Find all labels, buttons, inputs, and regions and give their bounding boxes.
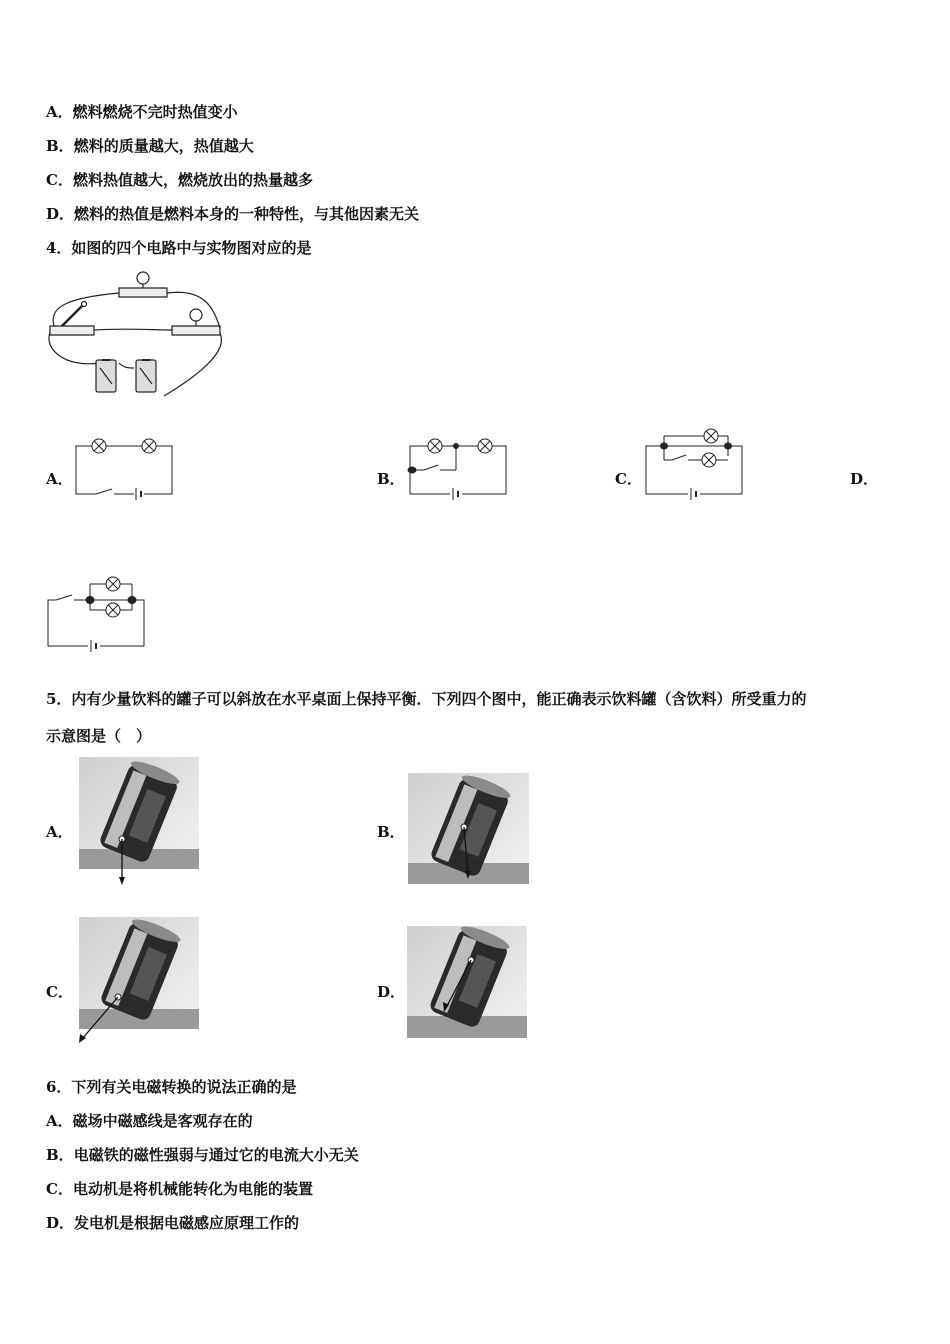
circuit-diagram-c: [644, 426, 746, 498]
q5-stem-line2: 示意图是（ ）: [46, 727, 152, 745]
q6-option-a: A．磁场中磁感线是客观存在的: [46, 1112, 253, 1130]
q4-option-b-label: B．: [377, 470, 405, 488]
q5-stem-line1: 5．内有少量饮料的罐子可以斜放在水平桌面上保持平衡．下列四个图中，能正确表示饮料罐（含饮料）所受重力的: [46, 690, 807, 708]
q6-stem: 6．下列有关电磁转换的说法正确的是: [46, 1078, 297, 1096]
q3-option-c: C．燃料热值越大，燃烧放出的热量越多: [46, 171, 313, 189]
q3-option-b: B．燃料的质量越大，热值越大: [46, 137, 254, 155]
q5-option-a-label: A．: [46, 823, 73, 841]
q3-option-a: A．燃料燃烧不完时热值变小: [46, 103, 238, 121]
q4-stem: 4．如图的四个电路中与实物图对应的是: [46, 239, 312, 257]
circuit-diagram-d: [44, 574, 148, 650]
q3-option-d: D．燃料的热值是燃料本身的一种特性，与其他因素无关: [46, 205, 420, 223]
q6-option-c: C．电动机是将机械能转化为电能的装置: [46, 1180, 313, 1198]
q4-option-c-label: C．: [615, 470, 642, 488]
circuit-diagram-a: [74, 436, 176, 498]
q4-option-a-label: A．: [46, 470, 73, 488]
q5-option-b-label: B．: [377, 823, 405, 841]
can-photo-c: [76, 917, 200, 1045]
q4-option-d-label: D．: [850, 470, 879, 488]
q6-option-b: B．电磁铁的磁性强弱与通过它的电流大小无关: [46, 1146, 359, 1164]
can-photo-d: [407, 926, 527, 1038]
can-photo-b: [408, 773, 529, 884]
q6-option-d: D．发电机是根据电磁感应原理工作的: [46, 1214, 300, 1232]
can-photo-a: [79, 757, 199, 887]
q5-option-d-label: D．: [377, 983, 406, 1001]
physical-circuit-figure: [44, 268, 234, 404]
circuit-diagram-b: [406, 436, 510, 498]
q5-option-c-label: C．: [46, 983, 73, 1001]
